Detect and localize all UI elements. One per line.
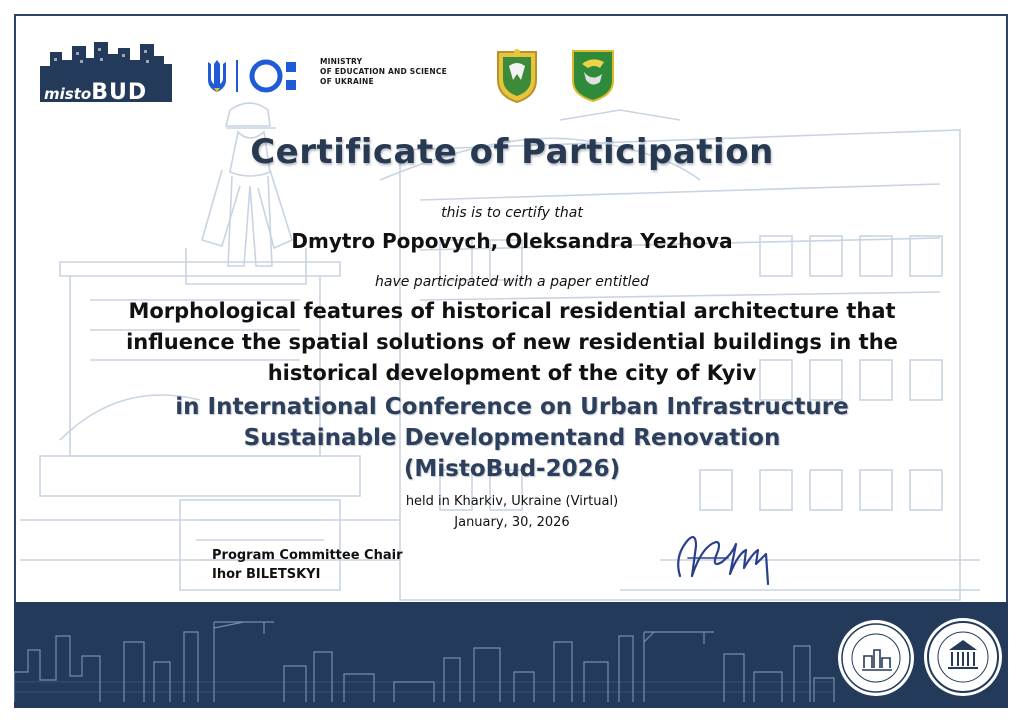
academy-seal-icon [922,616,1004,698]
signatory-name: Ihor BILETSKYI [212,567,321,582]
conference-line: in International Conference on Urban Infrastructure [175,394,849,420]
coat-of-arms-region-icon [492,46,542,104]
conference-line: (MistoBud-2026) [403,456,621,482]
handwritten-signature [668,520,788,590]
participant-names: Dmytro Popovych, Oleksandra Yezhova [291,229,733,253]
conference-line: Sustainable Developmentand Renovation [243,425,781,451]
paper-title-line: historical development of the city of Kyiv [267,361,757,385]
conference-name [40,392,984,485]
university-seal-icon [836,618,916,698]
paper-title-line: Morphological features of historical residential architecture that [128,299,896,323]
coat-of-arms-city-icon [570,48,616,102]
paper-title-line: influence the spatial solutions of new residential buildings in the [126,330,898,354]
trident-icon [208,60,226,92]
conference-location: held in Kharkiv, Ukraine (Virtual) [405,494,619,509]
paper-title [40,296,984,389]
certificate-title: Certificate of Participation [250,132,774,172]
signatory-role: Program Committee Chair [212,548,403,563]
conference-date: January, 30, 2026 [454,515,570,530]
participated-line: have participated with a paper entitled [375,274,649,290]
mistobud-logo-text: mistoBUD [44,80,148,105]
ministry-logo-text: MINISTRY OF EDUCATION AND SCIENCE OF UKRAINE [320,57,447,86]
certify-line: this is to certify that [441,205,583,221]
signatory-block [212,546,402,584]
